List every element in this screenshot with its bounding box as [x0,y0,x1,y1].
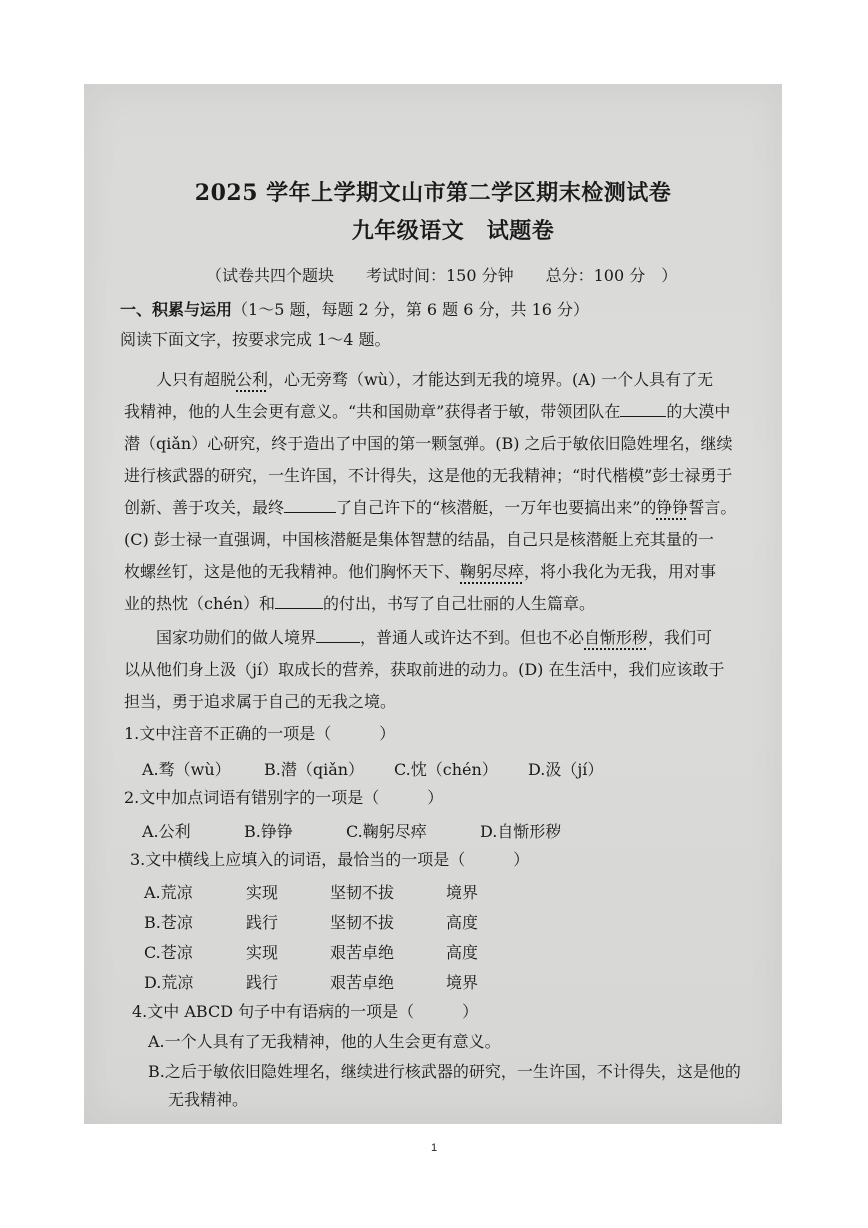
dotted-word-zicanxinghui: 自惭形秽 [584,628,649,647]
q3-option-label: D.荒凉 [144,973,194,992]
passage-line [156,370,713,390]
scanned-exam-page [84,84,782,1124]
text-span: 业的热忱（chén）和 [124,594,276,613]
q3-option-label: B.苍凉 [144,913,193,932]
q3-option-word: 高度 [446,943,479,962]
q3-option-word: 高度 [446,913,479,932]
q2-option-b: B.铮铮 [244,822,293,841]
q3-option-word: 境界 [446,883,479,902]
exam-info: （试卷共四个题块 考试时间：150 分钟 总分：100 分 ） [206,266,678,285]
text-span: 誓言。 [688,498,737,517]
text-span: ，我们可 [648,628,713,647]
dotted-word-jugong: 鞠躬尽瘁 [460,562,525,581]
fill-blank [284,498,336,513]
q3-option-word: 境界 [446,973,479,992]
q1-option-a: A.骛（wù） [142,760,231,779]
question-3-stem: 3.文中横线上应填入的词语，最恰当的一项是（ ） [130,850,530,869]
passage-line: 进行核武器的研究，一生许国，不计得失，这是他的无我精神；“时代楷模”彭士禄勇于 [124,466,733,485]
text-span: 的付出，书写了自己壮丽的人生篇章。 [323,594,596,613]
q4-option-b-line1: B.之后于敏依旧隐姓埋名，继续进行核武器的研究，一生许国，不计得失，这是他的 [148,1062,741,1081]
question-1-stem: 1.文中注音不正确的一项是（ ） [124,724,396,743]
q2-option-d: D.自惭形秽 [480,822,562,841]
fill-blank [316,628,360,643]
passage-line [124,562,716,582]
text-span: ，将小我化为无我，用对事 [524,562,717,581]
text-span: ，心无旁骛（wù），才能达到无我的境界。(A) 一个人具有了无 [268,370,714,389]
q3-option-word: 践行 [246,913,279,932]
q3-option-word: 实现 [246,943,279,962]
question-2-stem: 2.文中加点词语有错别字的一项是（ ） [124,788,444,807]
fill-blank [620,402,666,417]
text-span: 的大漠中 [666,402,731,421]
q1-option-b: B.潜（qiǎn） [264,760,365,779]
q3-option-word: 艰苦卓绝 [330,973,395,992]
dotted-word-zhengzheng: 铮铮 [656,498,689,517]
fill-blank [275,594,323,609]
q3-option-word: 实现 [246,883,279,902]
q3-option-label: A.荒凉 [144,883,193,902]
q3-option-word: 践行 [246,973,279,992]
exam-subtitle: 九年级语文 试题卷 [351,218,555,244]
q3-option-label: C.苍凉 [144,943,193,962]
section-heading-title: 一、积累与运用 [120,300,233,319]
section-heading-note: （1～5 题，每题 2 分，第 6 题 6 分，共 16 分） [232,300,590,319]
passage-line: 担当，勇于追求属于自己的无我之境。 [124,692,397,711]
q4-option-a: A.一个人具有了无我精神，他的人生会更有意义。 [148,1032,501,1051]
q1-option-d: D.汲（jí） [528,760,604,779]
section-heading [120,300,589,320]
q3-option-word: 艰苦卓绝 [330,943,395,962]
q3-option-word: 坚韧不拔 [330,913,395,932]
q2-option-a: A.公利 [142,822,191,841]
passage-line [124,594,595,614]
dotted-word-gongli: 公利 [236,370,269,389]
passage-line: 潜（qiǎn）心研究，终于造出了中国的第一颗氢弹。(B) 之后于敏依旧隐姓埋名，继续 [124,434,733,453]
passage-line: (C) 彭士禄一直强调，中国核潜艇是集体智慧的结晶，自己只是核潜艇上充其量的一 [124,530,714,549]
q2-option-c: C.鞠躬尽瘁 [346,822,427,841]
text-span: 枚螺丝钉，这是他的无我精神。他们胸怀天下、 [124,562,461,581]
q1-option-c: C.忱（chén） [394,760,498,779]
text-span: 人只有超脱 [156,370,237,389]
passage-line [124,498,736,518]
passage-line [156,628,712,648]
q4-option-b-line2: 无我精神。 [168,1090,249,1109]
section-instruction: 阅读下面文字，按要求完成 1～4 题。 [120,330,391,349]
page-number: 1 [430,1142,438,1154]
text-span: 了自己许下的“核潜艇，一万年也要搞出来”的 [336,498,657,517]
text-span: 创新、善于攻关，最终 [124,498,285,517]
text-span: 我精神，他的人生会更有意义。“共和国勋章”获得者于敏，带领团队在 [124,402,621,421]
text-span: 国家功勋们的做人境界 [156,628,317,647]
q3-option-word: 坚韧不拔 [330,883,395,902]
question-4-stem: 4.文中 ABCD 句子中有语病的一项是（ ） [132,1002,479,1021]
passage-line [124,402,730,422]
text-span: ，普通人或许达不到。但也不必 [360,628,585,647]
exam-title: 2025 学年上学期文山市第二学区期末检测试卷 [194,180,672,206]
passage-line: 以从他们身上汲（jí）取成长的营养，获取前进的动力。(D) 在生活中，我们应该敢于 [124,660,725,679]
